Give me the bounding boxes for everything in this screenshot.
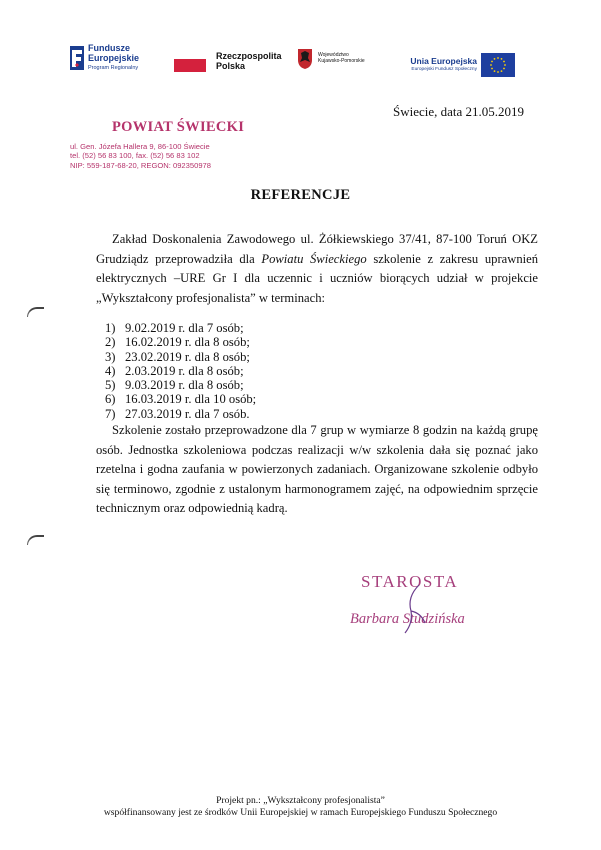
fe-star-icon: [70, 46, 84, 70]
poland-flag-icon: [174, 59, 206, 72]
footer-funding-note: współfinansowany jest ze środków Unii Europejskiej w ramach Europejskiego Funduszu Społecznego: [103, 807, 498, 818]
intro-paragraph: Zakład Doskonalenia Zawodowego ul. Żółkiewskiego 37/41, 87-100 Toruń OKZ Grudziądz przeprowadziła dla Powiatu Świeckiego szkolenie z zakresu uprawnień elektrycznych –URE Gr I dla uczennic i uczniów biorących udział w projekcie „Wykształcony profesjonalista” w terminach:: [96, 232, 539, 305]
document-title: REFERENCJE: [250, 187, 351, 203]
signer-name-stamp: Barbara Studzińska: [350, 611, 465, 627]
rzeczpospolita-polska-label: Rzeczpospolita Polska: [216, 51, 282, 71]
punch-hole-mark: [27, 307, 44, 317]
eu-flag-icon: [481, 53, 515, 77]
handwritten-signature: [399, 583, 429, 635]
issuer-stamp-name: POWIAT ŚWIECKI: [112, 119, 245, 135]
list-item: 3) 23.02.2019 r. dla 8 osób;: [105, 349, 250, 364]
tax-id-line: NIP: 559-187-68-20, REGON: 092350978: [70, 160, 211, 170]
list-item: 4) 2.03.2019 r. dla 8 osób;: [105, 363, 244, 378]
place-and-date: Świecie, data 21.05.2019: [393, 104, 525, 119]
address-line: ul. Gen. Józefa Hallera 9, 86-100 Świecie: [70, 142, 210, 151]
fe-name: Fundusze Europejskie: [88, 43, 140, 63]
list-item: 5) 9.03.2019 r. dla 8 osób;: [105, 378, 244, 393]
closing-paragraph: Szkolenie zostało przeprowadzone dla 7 grup w wymiarze 8 godzin na każdą grupę osób. Jednostka szkoleniowa podczas realizacji w/w szkolenia dała się poznać jako rzetelna i godna zaufania w powierzonych zadaniach. Organizowane szkolenie odbyło się terminowo, zgodnie z ustalonym harmonogramem zajęć, na odpowiednim sprzęcie technicznym oraz odpowiednią kadrą.: [96, 423, 538, 515]
punch-hole-mark: [27, 535, 44, 545]
training-dates-list: [105, 321, 256, 421]
project-footer: [0, 795, 601, 819]
list-item: 7) 27.03.2019 r. dla 7 osób.: [105, 406, 250, 421]
beneficiary-name: Powiatu Świeckiego: [261, 251, 367, 266]
fe-subtitle: Program Regionalny: [88, 65, 139, 71]
fundusze-europejskie-logo: [70, 44, 170, 78]
list-item: 6) 16.03.2019 r. dla 10 osób;: [105, 392, 257, 407]
list-item: 2) 16.02.2019 r. dla 8 osób;: [105, 335, 250, 350]
unia-europejska-label: Unia Europejska Europejski Fundusz Społeczny: [410, 56, 477, 72]
kujawsko-pomorskie-label: Województwo Kujawsko-Pomorskie: [318, 52, 365, 64]
signature-role-stamp: STAROSTA: [361, 572, 459, 591]
kujawsko-pomorskie-crest-icon: [297, 48, 313, 70]
issuer-stamp-address: [70, 142, 211, 170]
list-item: 1) 9.02.2019 r. dla 7 osób;: [105, 321, 244, 335]
footer-project-name: Projekt pn.: „Wykształcony profesjonalista”: [216, 795, 385, 806]
phone-line: tel. (52) 56 83 100, fax. (52) 56 83 102: [70, 151, 200, 161]
